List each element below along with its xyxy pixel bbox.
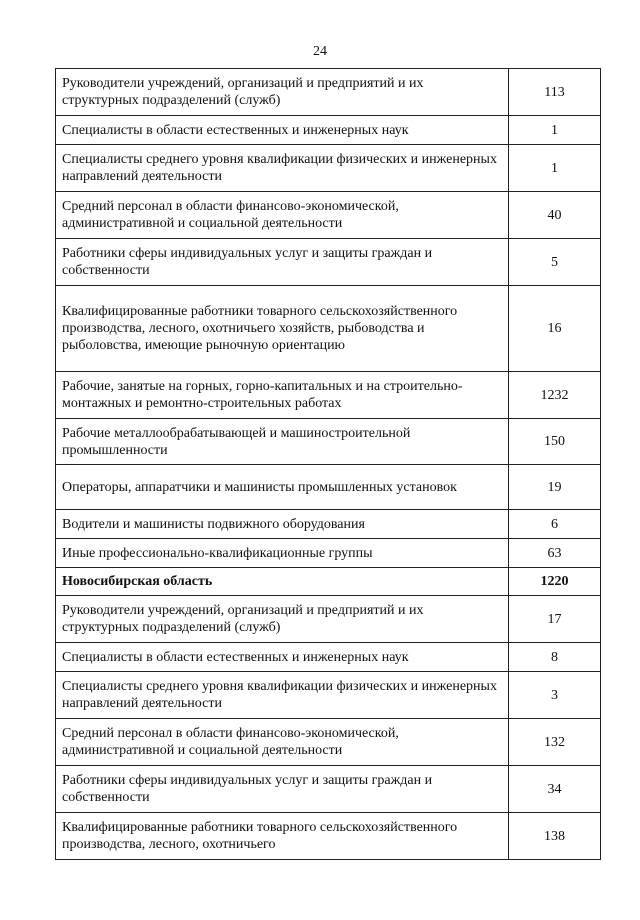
table-row [56, 719, 601, 766]
table-row [56, 596, 601, 643]
occupation-name-cell: Руководители учреждений, организаций и предприятий и их структурных подразделений (служб) [56, 69, 509, 116]
table-row [56, 116, 601, 145]
count-value-cell: 113 [509, 69, 601, 116]
occupation-name-cell: Специалисты среднего уровня квалификации физических и инженерных направлений деятельности [56, 145, 509, 192]
table-row [56, 192, 601, 239]
table-row [56, 643, 601, 672]
count-value-cell: 40 [509, 192, 601, 239]
count-value-cell: 63 [509, 539, 601, 568]
table-row [56, 539, 601, 568]
table-row [56, 672, 601, 719]
table-row [56, 766, 601, 813]
table-row [56, 465, 601, 510]
occupation-name-cell: Водители и машинисты подвижного оборудования [56, 510, 509, 539]
table-row [56, 145, 601, 192]
occupation-name-cell: Работники сферы индивидуальных услуг и защиты граждан и собственности [56, 766, 509, 813]
count-value-cell: 132 [509, 719, 601, 766]
table-row [56, 510, 601, 539]
occupation-name-cell: Операторы, аппаратчики и машинисты промышленных установок [56, 465, 509, 510]
table-body [56, 69, 601, 860]
data-table [55, 68, 601, 860]
table-row [56, 286, 601, 372]
count-value-cell: 19 [509, 465, 601, 510]
occupation-name-cell: Специалисты в области естественных и инженерных наук [56, 116, 509, 145]
count-value-cell: 1 [509, 116, 601, 145]
count-value-cell: 1232 [509, 372, 601, 419]
occupation-name-cell: Рабочие, занятые на горных, горно-капитальных и на строительно-монтажных и ремонтно-строительных работах [56, 372, 509, 419]
occupation-name-cell: Средний персонал в области финансово-экономической, административной и социальной деятельности [56, 192, 509, 239]
occupation-name-cell: Руководители учреждений, организаций и предприятий и их структурных подразделений (служб) [56, 596, 509, 643]
occupation-name-cell: Специалисты в области естественных и инженерных наук [56, 643, 509, 672]
table-row [56, 239, 601, 286]
occupation-name-cell: Новосибирская область [56, 568, 509, 596]
occupation-name-cell: Квалифицированные работники товарного сельскохозяйственного производства, лесного, охотничьего [56, 813, 509, 860]
count-value-cell: 5 [509, 239, 601, 286]
table-row [56, 372, 601, 419]
occupation-name-cell: Специалисты среднего уровня квалификации физических и инженерных направлений деятельности [56, 672, 509, 719]
count-value-cell: 8 [509, 643, 601, 672]
count-value-cell: 1 [509, 145, 601, 192]
occupation-name-cell: Работники сферы индивидуальных услуг и защиты граждан и собственности [56, 239, 509, 286]
page-number: 24 [313, 44, 327, 59]
count-value-cell: 138 [509, 813, 601, 860]
count-value-cell: 150 [509, 419, 601, 465]
count-value-cell: 34 [509, 766, 601, 813]
table-row [56, 419, 601, 465]
count-value-cell: 6 [509, 510, 601, 539]
occupation-name-cell: Средний персонал в области финансово-экономической, административной и социальной деятельности [56, 719, 509, 766]
occupation-name-cell: Иные профессионально-квалификационные группы [56, 539, 509, 568]
count-value-cell: 17 [509, 596, 601, 643]
table-row [56, 813, 601, 860]
count-value-cell: 1220 [509, 568, 601, 596]
region-row [56, 568, 601, 596]
count-value-cell: 16 [509, 286, 601, 372]
occupation-name-cell: Рабочие металлообрабатывающей и машиностроительной промышленности [56, 419, 509, 465]
occupation-name-cell: Квалифицированные работники товарного сельскохозяйственного производства, лесного, охотничьего хозяйств, рыбоводства и рыболовства, имеющие рыночную ориентацию [56, 286, 509, 372]
count-value-cell: 3 [509, 672, 601, 719]
table-row [56, 69, 601, 116]
